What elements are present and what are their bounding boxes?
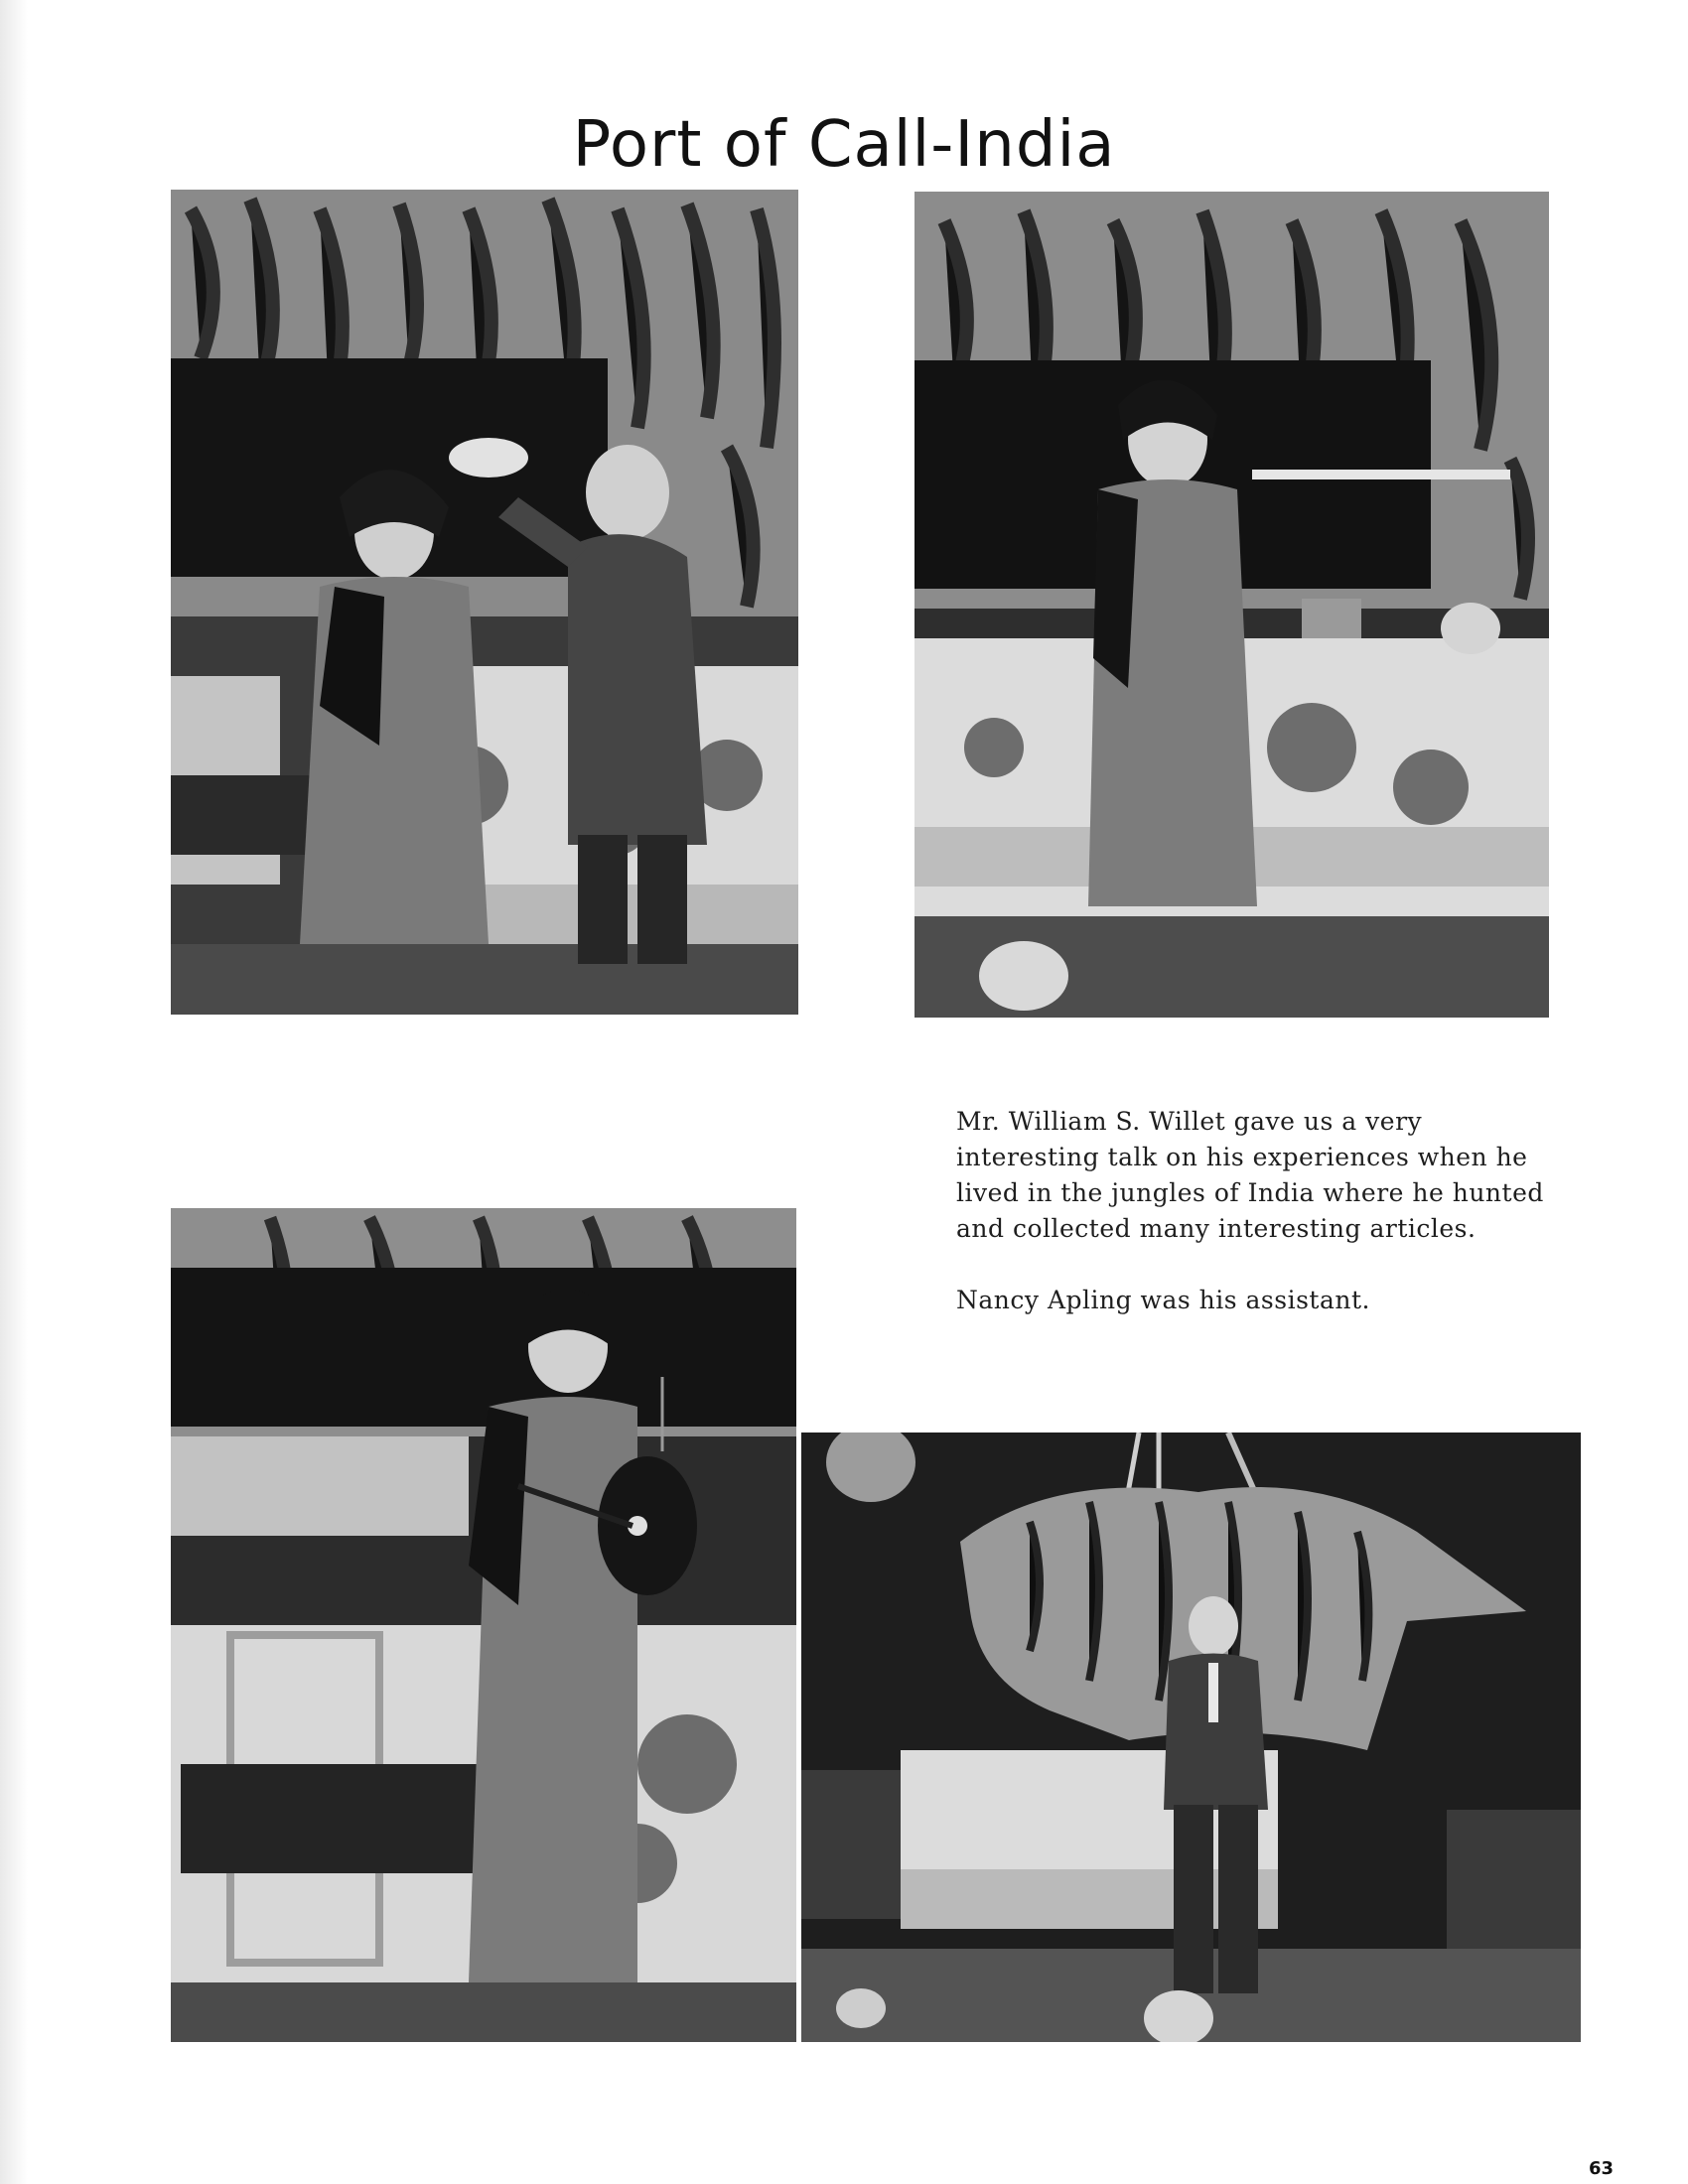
photo-assistant-striking-gong <box>171 1208 796 2042</box>
caption-paragraph-1: Mr. William S. Willet gave us a very interesting talk on his experiences when he lived in the jungles of India where he hunted and collected many interesting articles. <box>956 1107 1544 1243</box>
page-title: Port of Call-India <box>572 107 1116 182</box>
photo-1-image <box>171 190 798 1015</box>
photo-speaker-with-tiger-skin <box>801 1433 1581 2042</box>
caption-text <box>956 1104 1552 1354</box>
photo-3-image <box>171 1208 796 2042</box>
page-number: 63 <box>1589 2158 1615 2179</box>
photo-2-image <box>914 192 1549 1018</box>
photo-man-crowning-assistant <box>171 190 798 1015</box>
page-edge-shadow <box>0 0 28 2184</box>
photo-4-image <box>801 1433 1581 2042</box>
photo-assistant-in-sari <box>914 192 1549 1018</box>
caption-paragraph-2: Nancy Apling was his assistant. <box>956 1286 1370 1314</box>
